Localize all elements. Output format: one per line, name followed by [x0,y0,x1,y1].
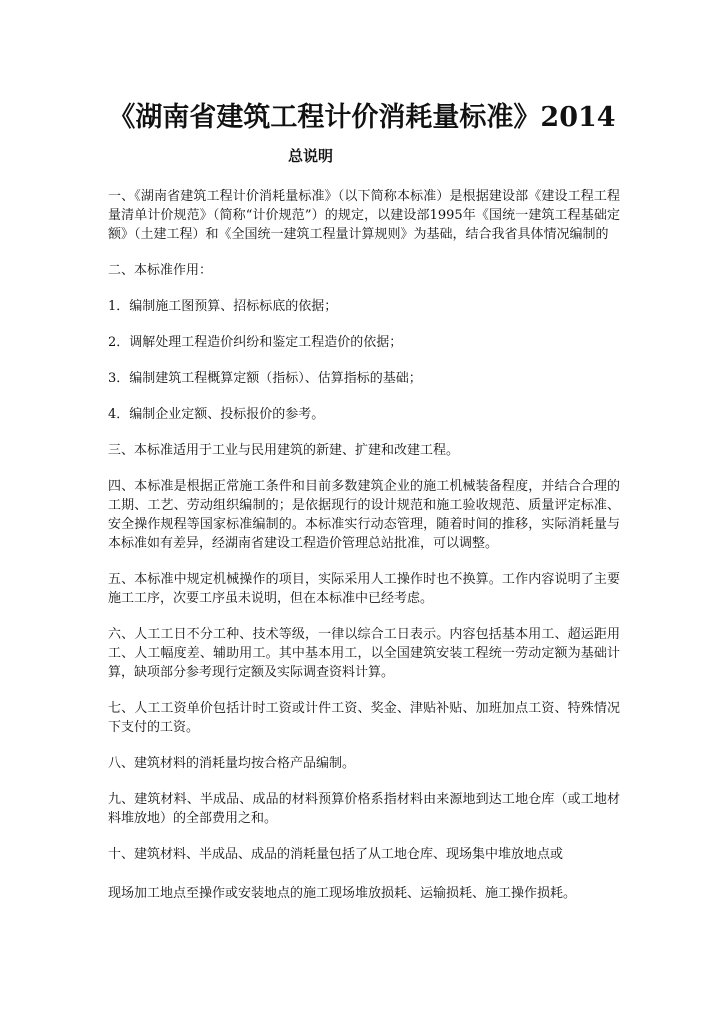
paragraph-section-2: 二、本标准作用： [108,263,213,278]
paragraph-section-3: 三、本标准适用于工业与民用建筑的新建、扩建和改建工程。 [108,443,460,458]
list-item-1: 1．编制施工图预算、招标标底的依据； [108,299,338,314]
list-item-4: 4．编制企业定额、投标报价的参考。 [108,407,325,422]
paragraph-section-10: 十、建筑材料、半成品、成品的消耗量包括了从工地仓库、现场集中堆放地点或 [108,847,564,862]
list-item-2: 2．调解处理工程造价纠纷和鉴定工程造价的依据； [108,335,403,350]
paragraph-section-5: 五、本标准中规定机械操作的项目，实际采用人工操作时也不换算。工作内容说明了主要施工工序，次要工序虽未说明，但在本标准中已经考虑。 [108,572,620,606]
paragraph-section-9: 九、建筑材料、半成品、成品的材料预算价格系指材料由来源地到达工地仓库（或工地材料堆放地）的全部费用之和。 [108,792,620,826]
paragraph-section-10-continued: 现场加工地点至操作或安装地点的施工现场堆放损耗、运输损耗、施工操作损耗。 [108,886,577,901]
paragraph-intro: 一、《湖南省建筑工程计价消耗量标准》（以下简称本标准）是根据建设部《建设工程工程量清单计价规范》（简称“计价规范”）的规定，以建设部1995年《国统一建筑工程基础定额》（土建工程）和《全国统一建筑工程量计算规则》为基础，结合我省具体情况编制的 [108,189,620,242]
paragraph-section-8: 八、建筑材料的消耗量均按合格产品编制。 [108,756,356,771]
paragraph-section-4: 四、本标准是根据正常施工条件和目前多数建筑企业的施工机械装备程度，并结合合理的工期、工艺、劳动组织编制的；是依据现行的设计规范和施工验收规范、质量评定标准、安全操作规程等国家标准编制的。本标准实行动态管理，随着时间的推移，实际消耗量与本标准如有差异，经湖南省建设工程造价管理总站批准，可以调整。 [108,479,620,551]
paragraph-section-7: 七、人工工资单价包括计时工资或计件工资、奖金、津贴补贴、加班加点工资、特殊情况下支付的工资。 [108,701,620,735]
document-subtitle: 总说明 [288,147,334,165]
list-item-3: 3．编制建筑工程概算定额（指标）、估算指标的基础； [108,371,422,386]
document-body [108,187,620,920]
document-title: 《湖南省建筑工程计价消耗量标准》2014 [108,102,616,133]
paragraph-section-6: 六、人工工日不分工种、技术等级，一律以综合工日表示。内容包括基本用工、超运距用工、人工幅度差、辅助用工。其中基本用工，以全国建筑安装工程统一劳动定额为基础计算，缺项部分参考现行定额及实际调查资料计算。 [108,627,620,680]
